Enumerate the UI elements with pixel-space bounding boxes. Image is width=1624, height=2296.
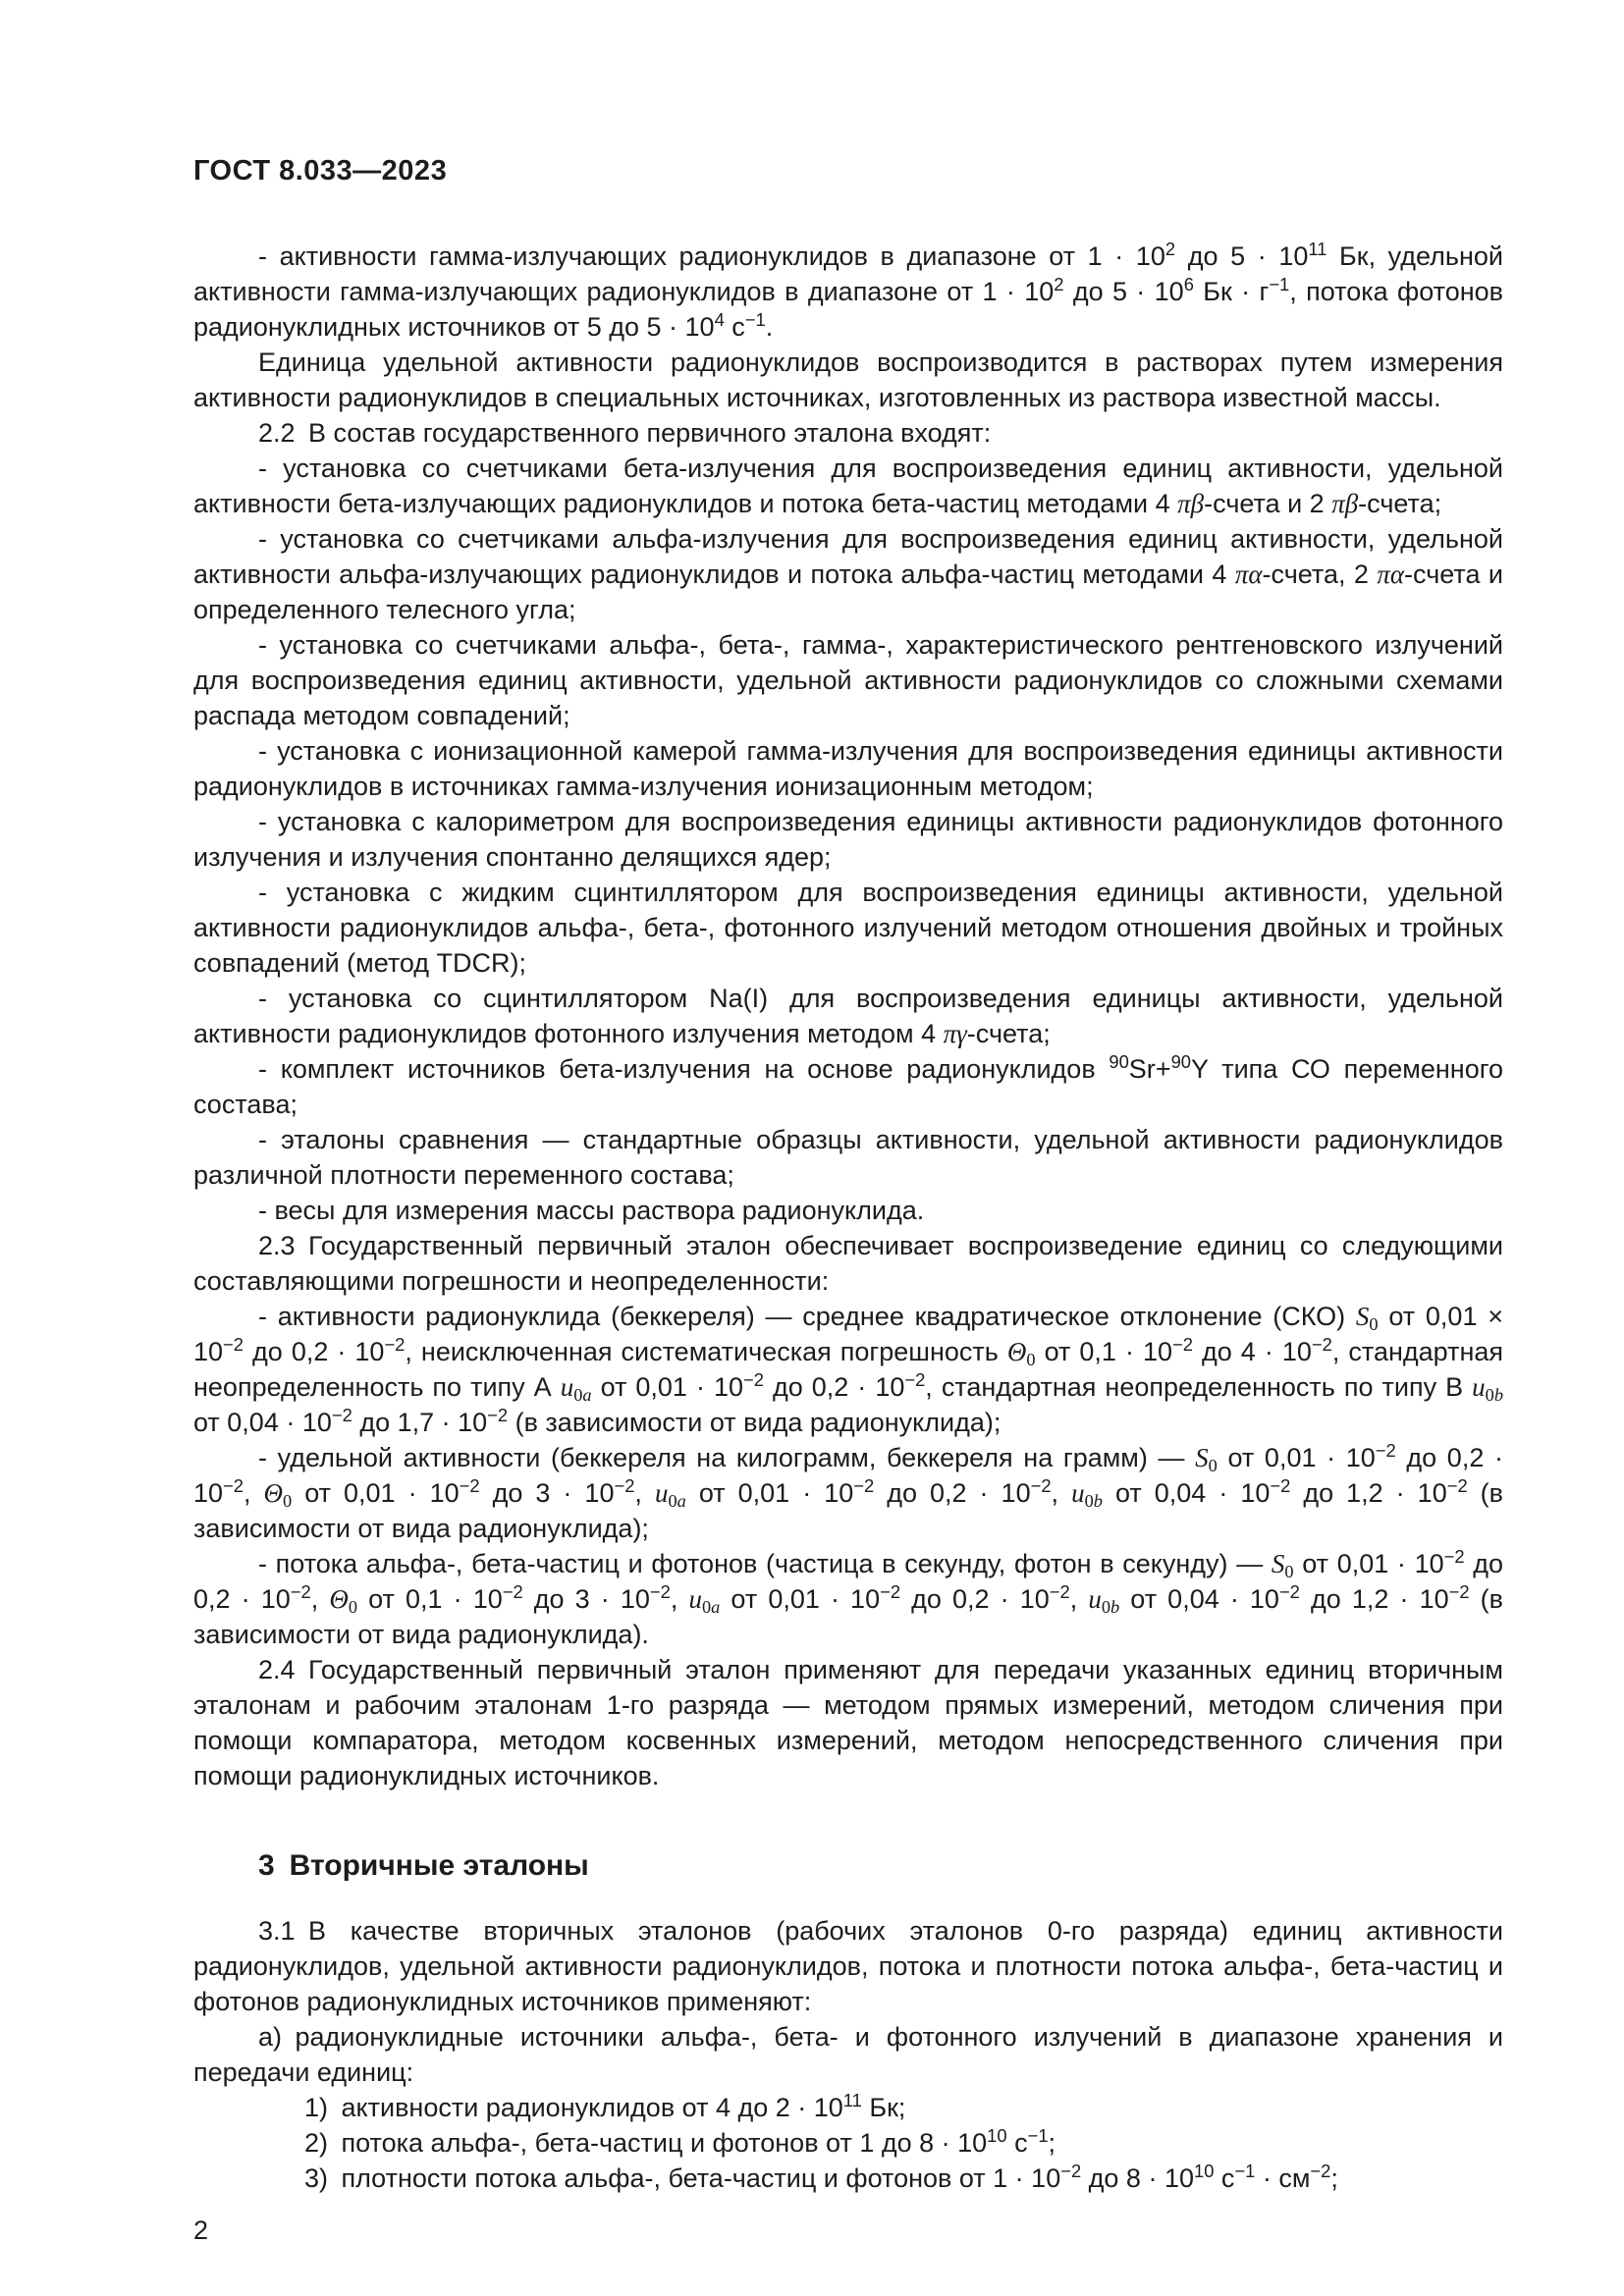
paragraph: - установка с ионизационной камерой гамма-излучения для воспроизведения единицы активности радионуклидов в источниках гамма-излучения ионизационным методом; [193,736,1503,801]
paragraph: 2.4 Государственный первичный эталон применяют для передачи указанных единиц вторичным эталонам и рабочим эталонам 1-го разряда — методом прямых измерений, методом сличения при помощи компаратора, методом косвенных измерений, методом непосредственного сличения при помощи радионуклидных источников. [193,1655,1503,1790]
list-item: 2) потока альфа-, бета-частиц и фотонов от 1 до $8 \cdot 10^{10}$ $с^{-1}$; [304,2124,1056,2158]
paragraph: - комплект источников бета-излучения на основе радионуклидов $^{90}$Sr+$^{90}$Y типа СО переменного состава; [193,1050,1503,1119]
list-item: 1) активности радионуклидов от 4 до $2 \cdot 10^{11}$ Бк; [304,2089,906,2122]
paragraph: - установка с жидким сцинтиллятором для воспроизведения единицы активности, удельной активности радионуклидов альфа-, бета-, фотонного излучений методом отношения двойных и тройных совпадений (метод TDCR); [193,878,1503,978]
paragraph: а) радионуклидные источники альфа-, бета- и фотонного излучений в диапазоне хранения и передачи единиц: [193,2022,1503,2087]
paragraph: - весы для измерения массы раствора радионуклида. [258,1196,925,1225]
paragraph: - установка с калориметром для воспроизведения единицы активности радионуклидов фотонного излучения и излучения спонтанно делящихся ядер; [193,807,1503,872]
paragraph: - установка со счетчиками альфа-излучения для воспроизведения единиц активности, удельной активности альфа-излучающих радионуклидов и потока альфа-частиц методами 4 πα-счета, 2 πα-счета и определенного телесного угла; [193,524,1503,624]
document-body [193,239,1503,2196]
paragraph: 2.2 В состав государственного первичного эталона входят: [258,418,992,448]
section-heading: 3 Вторичные эталоны [258,1849,589,1882]
paragraph: Единица удельной активности радионуклидов воспроизводится в растворах путем измерения активности радионуклидов в специальных источниках, изготовленных из раствора известной массы. [193,347,1503,412]
paragraph: - эталоны сравнения — стандартные образцы активности, удельной активности радионуклидов различной плотности переменного состава; [193,1125,1503,1190]
paragraph: - активности гамма-излучающих радионуклидов в диапазоне от $1 \cdot 10^2$ до $5 \cdot 10^{11}$ Бк, удельной активности гамма-излучающих радионуклидов в диапазоне от $1 \cdot 10^2$ до $5 \cdot 10^6$ Бк · $г^{-1}$, потока фотонов радионуклидных источников от 5 до $5 \cdot 10^4$ $с^{-1}$. [193,238,1503,342]
paragraph: 3.1 В качестве вторичных эталонов (рабочих эталонов 0-го разряда) единиц активности радионуклидов, удельной активности радионуклидов, потока и плотности потока альфа-, бета-частиц и фотонов радионуклидных источников применяют: [193,1916,1503,2016]
paragraph: - установка со счетчиками альфа-, бета-, гамма-, характеристического рентгеновского излучений для воспроизведения единиц активности, удельной активности радионуклидов со сложными схемами распада методом совпадений; [193,630,1503,730]
paragraph: - установка со счетчиками бета-излучения для воспроизведения единиц активности, удельной активности бета-излучающих радионуклидов и потока бета-частиц методами 4 πβ-счета и 2 πβ-счета; [193,454,1503,518]
paragraph: - удельной активности (беккереля на килограмм, беккереля на грамм) — $S_0$ от $0,01 \cdot 10^{-2}$ до $0,2 \cdot 10^{-2}$, $\Theta_0$ от $0,01 \cdot 10^{-2}$ до $3 \cdot 10^{-2}$, $u_{0a}$ от $0,01 \cdot 10^{-2}$ до $0,2 \cdot 10^{-2}$, $u_{0b}$ от $0,04 \cdot 10^{-2}$ до $1,2 \cdot 10^{-2}$ (в зависимости от вида радионуклида); [193,1439,1504,1543]
running-header: ГОСТ 8.033—2023 [193,155,448,187]
list-item: 3) плотности потока альфа-, бета-частиц и фотонов от $1 \cdot 10^{-2}$ до $8 \cdot 10^{10}$ $с^{-1} \cdot см^{-2}$; [304,2160,1338,2193]
page-number: 2 [193,2216,209,2245]
paragraph: - установка со сцинтиллятором Na(I) для воспроизведения единицы активности, удельной активности радионуклидов фотонного излучения методом 4 πγ-счета; [193,984,1503,1048]
paragraph: - активности радионуклида (беккереля) — среднее квадратическое отклонение (СКО) $S_0$ от $0,01 \times 10^{-2}$ до $0,2 \cdot 10^{-2}$, неисключенная систематическая погрешность $\Theta_0$ от $0,1 \cdot 10^{-2}$ до $4 \cdot 10^{-2}$, стандартная неопределенность по типу А $u_{0a}$ от $0,01 \cdot 10^{-2}$ до $0,2 \cdot 10^{-2}$, стандартная неопределенность по типу В $u_{0b}$ от $0,04 \cdot 10^{-2}$ до $1,7 \cdot 10^{-2}$ (в зависимости от вида радионуклида); [193,1302,1503,1437]
paragraph: - потока альфа-, бета-частиц и фотонов (частица в секунду, фотон в секунду) — $S_0$ от $0,01 \cdot 10^{-2}$ до $0,2 \cdot 10^{-2}$, $\Theta_0$ от $0,1 \cdot 10^{-2}$ до $3 \cdot 10^{-2}$, $u_{0a}$ от $0,01 \cdot 10^{-2}$ до $0,2 \cdot 10^{-2}$, $u_{0b}$ от $0,04 \cdot 10^{-2}$ до $1,2 \cdot 10^{-2}$ (в зависимости от вида радионуклида). [193,1545,1504,1649]
paragraph: 2.3 Государственный первичный эталон обеспечивает воспроизведение единиц со следующими составляющими погрешности и неопределенности: [193,1231,1503,1296]
